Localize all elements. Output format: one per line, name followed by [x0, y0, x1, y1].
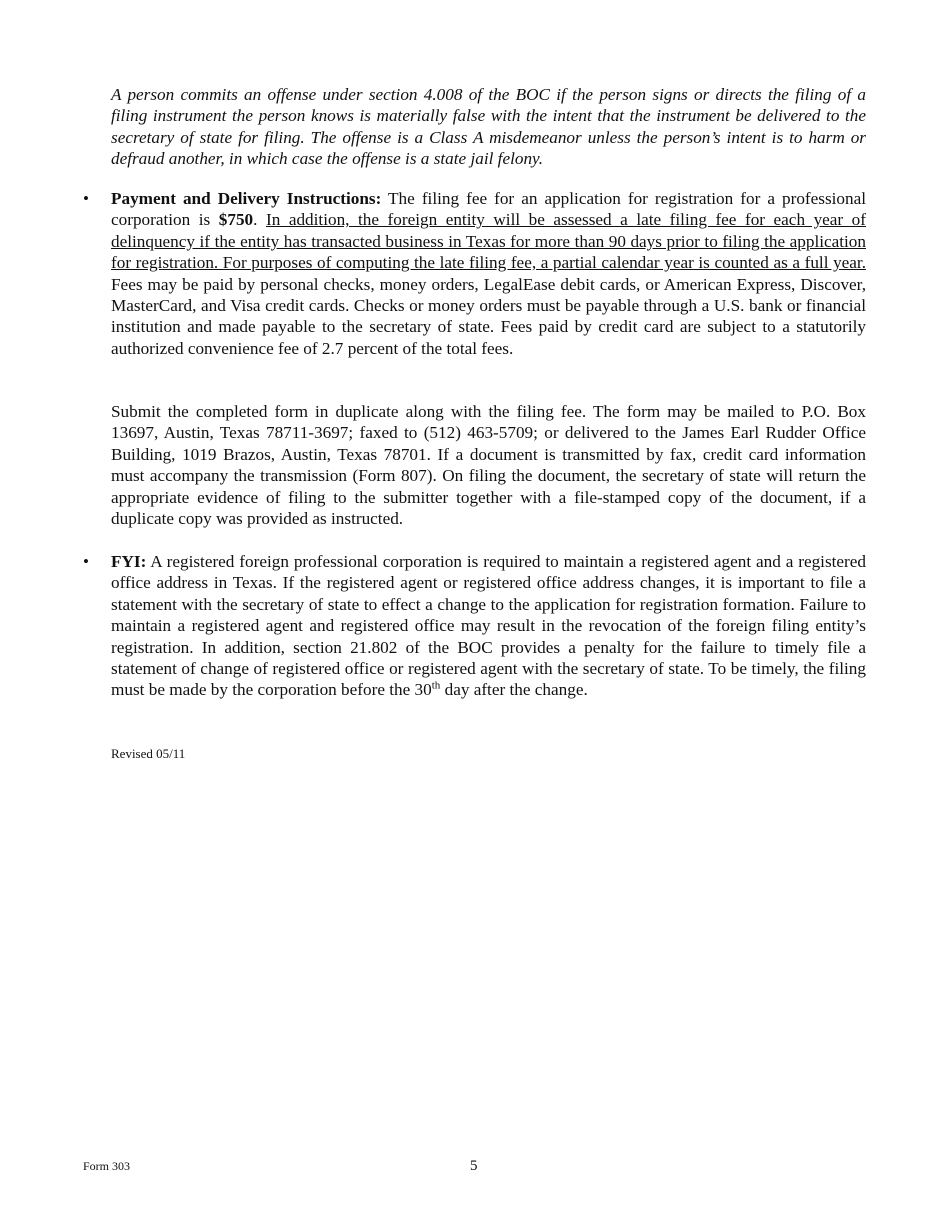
late-fee-notice: In addition, the foreign entity will be assessed a late filing fee for each year of delinquency if the entity has transacted business in Texas for more than 90 days prior to filing the application for registration. For purposes of computing the late filing fee, a partial calendar year is counted as a full year.	[111, 210, 866, 273]
revision-date: Revised 05/11	[111, 746, 186, 761]
fyi-bullet: •	[83, 552, 89, 571]
fyi-heading: FYI:	[111, 552, 147, 571]
payment-text-before-fee: The filing fee for an application for registration for a professional corporation is	[111, 189, 867, 230]
payment-instructions	[111, 188, 866, 359]
filing-fee: $750	[218, 210, 254, 230]
footer-form-name: Form 303	[83, 1159, 131, 1173]
payment-text-after-fee: .	[253, 210, 266, 230]
penalty-notice: A person commits an offense under section 4.008 of the BOC if the person signs or directs the filing of a filing instrument the person knows is materially false with the intent that the instrument be delivered to the secretary of state for filing. The offense is a Class A misdemeanor unless the person’s intent is to harm or defraud another, in which case the offense is a state jail felony.	[111, 85, 866, 169]
page-number: 5	[470, 1158, 478, 1174]
submission-instructions: Submit the completed form in duplicate along with the filing fee. The form may be mailed to P.O. Box 13697, Austin, Texas 78711-3697; faxed to (512) 463-5709; or delivered to the James Earl Rudder Office Building, 1019 Brazos, Austin, Texas 78701. If a document is transmitted by fax, credit card information must accompany the transmission (Form 807). On filing the document, the secretary of state will return the appropriate evidence of filing to the submitter together with a file-stamped copy of the document, if a duplicate copy was provided as instructed.	[111, 402, 866, 529]
fyi-text-end: day after the change.	[440, 680, 588, 700]
payment-heading: Payment and Delivery Instructions:	[111, 189, 382, 208]
fyi-paragraph	[111, 551, 866, 701]
payment-methods: Fees may be paid by personal checks, money orders, LegalEase debit cards, or American Express, Discover, MasterCard, and Visa credit cards. Checks or money orders must be payable through a U.S. bank or financial institution and made payable to the secretary of state. Fees paid by credit card are subject to a statutorily authorized convenience fee of 2.7 percent of the total fees.	[111, 274, 866, 358]
fyi-text: A registered foreign professional corporation is required to maintain a registered agent and a registered office address in Texas. If the registered agent or registered office address changes, it is important to file a statement with the secretary of state to effect a change to the application for registration formation. Failure to maintain a registered agent and registered office may result in the revocation of the foreign filing entity’s registration. In addition, section 21.802 of the BOC provides a penalty for the failure to timely file a statement of change of registered office or registered agent with the secretary of state. To be timely, the filing must be made by the corporation before the 30	[111, 552, 866, 700]
ordinal-suffix: th	[431, 679, 441, 692]
payment-bullet: •	[83, 189, 89, 208]
